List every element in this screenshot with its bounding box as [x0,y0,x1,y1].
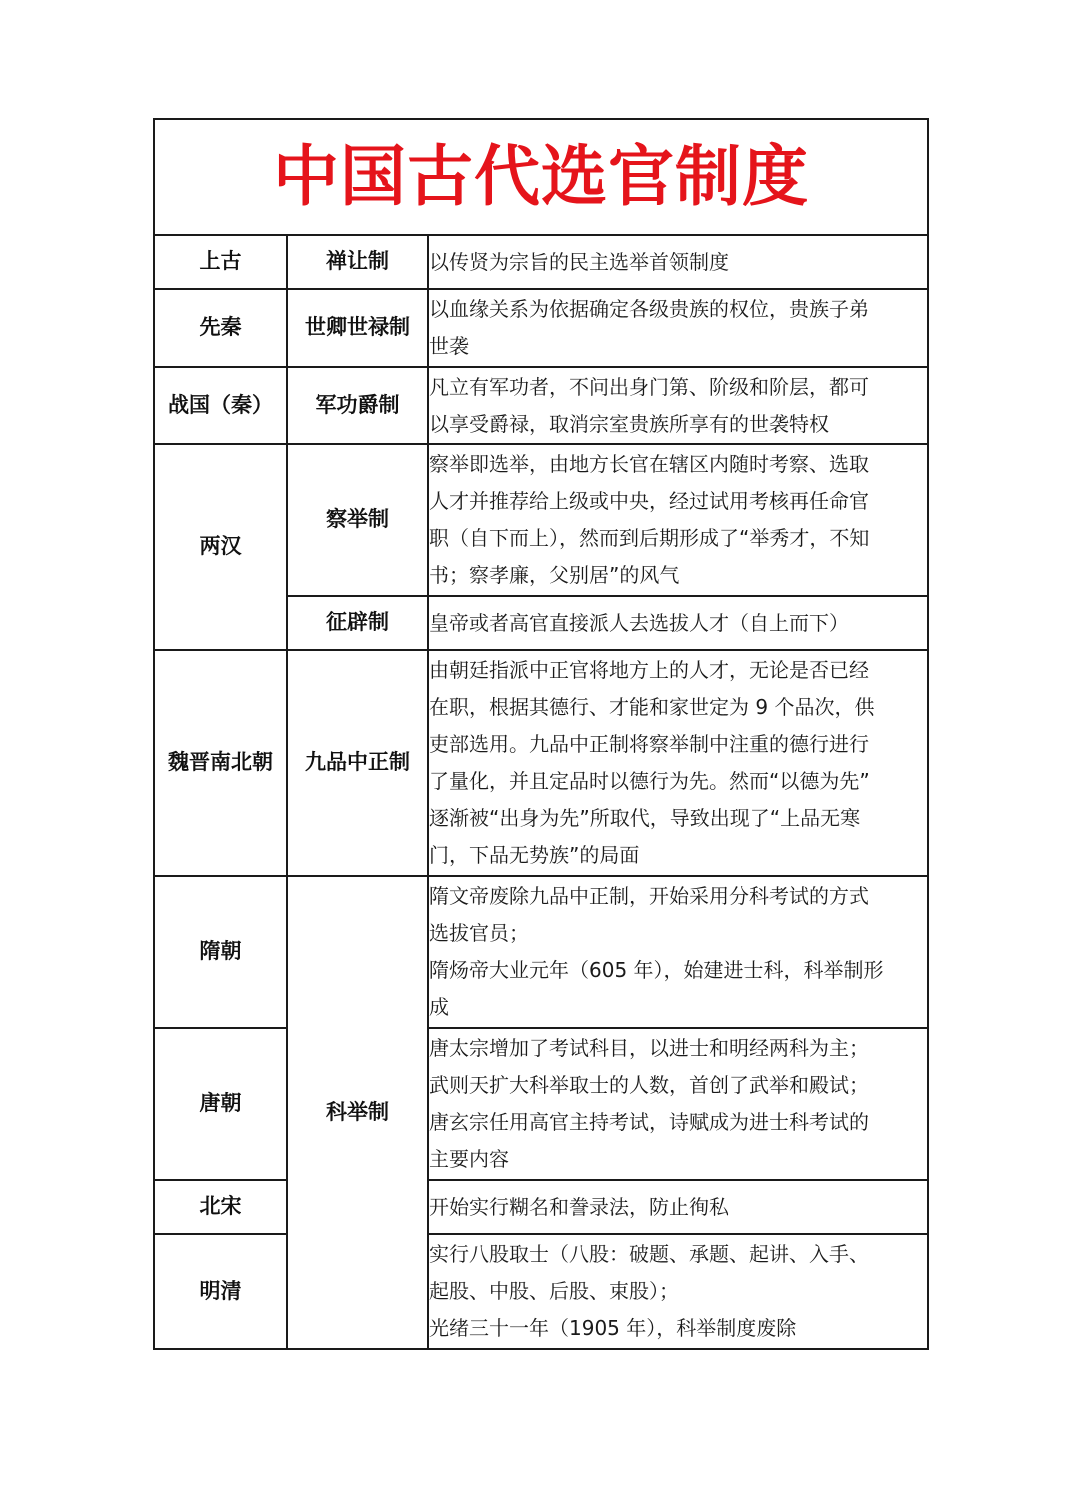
description-line: 隋文帝废除九品中正制，开始采用分科考试的方式 [429,884,869,908]
era-cell: 隋朝 [154,876,287,1028]
system-cell: 世卿世禄制 [287,289,428,367]
description-line: 以血缘关系为依据确定各级贵族的权位，贵族子弟 [429,297,869,321]
table-row [154,444,928,596]
description-cell [428,1028,928,1180]
table-row [154,1234,928,1349]
description-line: 开始实行糊名和誊录法，防止徇私 [429,1194,729,1219]
era-cell: 两汉 [154,444,287,650]
description-cell [428,650,928,876]
description-line: 主要内容 [429,1147,509,1171]
description-line: 以享受爵禄，取消宗室贵族所享有的世袭特权 [429,411,829,436]
description-cell [428,596,928,650]
title-cell [154,119,928,235]
page-title: 中国古代选官制度 [273,138,809,215]
description-line: 选拔官员； [429,921,529,945]
system-cell: 征辟制 [287,596,428,650]
table-row [154,650,928,876]
description-line: 光绪三十一年（1905 年），科举制度废除 [429,1316,797,1340]
era-cell: 战国（秦） [154,367,287,444]
description-line: 察举即选举，由地方长官在辖区内随时考察、选取 [429,452,869,476]
table-row [154,1180,928,1234]
system-cell: 军功爵制 [287,367,428,444]
selection-system-table [153,118,929,1350]
description-cell [428,444,928,596]
description-line: 在职，根据其德行、才能和家世定为 9 个品次，供 [429,695,875,719]
description-line: 以传贤为宗旨的民主选举首领制度 [429,249,729,274]
table-row [154,289,928,367]
description-line: 门，下品无势族”的局面 [429,843,640,867]
system-cell: 禅让制 [287,235,428,289]
description-line: 凡立有军功者，不问出身门第、阶级和阶层，都可 [429,374,869,399]
description-line: 由朝廷指派中正官将地方上的人才，无论是否已经 [429,658,869,682]
era-cell: 先秦 [154,289,287,367]
description-line: 实行八股取士（八股：破题、承题、起讲、入手、 [429,1242,869,1266]
table-row [154,876,928,1028]
description-line: 了量化，并且定品时以德行为先。然而“以德为先” [429,769,870,793]
description-line: 唐太宗增加了考试科目，以进士和明经两科为主； [429,1036,869,1060]
document [153,118,927,1350]
description-cell [428,876,928,1028]
table-row [154,1028,928,1180]
era-cell: 上古 [154,235,287,289]
description-cell [428,1180,928,1234]
description-line: 职（自下而上），然而到后期形成了“举秀才，不知 [429,526,870,550]
description-cell [428,235,928,289]
description-line: 成 [429,995,449,1019]
description-line: 逐渐被“出身为先”所取代，导致出现了“上品无寒 [429,806,861,830]
table-row [154,367,928,444]
era-cell: 唐朝 [154,1028,287,1180]
description-line: 吏部选用。九品中正制将察举制中注重的德行进行 [429,732,869,756]
description-line: 隋炀帝大业元年（605 年），始建进士科，科举制形 [429,958,884,982]
description-line: 起股、中股、后股、束股）； [429,1279,679,1303]
description-line: 武则天扩大科举取士的人数，首创了武举和殿试； [429,1073,869,1097]
description-cell [428,289,928,367]
description-line: 唐玄宗任用高官主持考试，诗赋成为进士科考试的 [429,1110,869,1134]
description-cell [428,367,928,444]
era-cell: 北宋 [154,1180,287,1234]
description-line: 书；察孝廉，父别居”的风气 [429,563,680,587]
era-cell: 明清 [154,1234,287,1349]
era-cell: 魏晋南北朝 [154,650,287,876]
table-row [154,235,928,289]
description-line: 人才并推荐给上级或中央，经过试用考核再任命官 [429,489,869,513]
system-cell: 九品中正制 [287,650,428,876]
description-line: 世袭 [429,334,469,358]
description-line: 皇帝或者高官直接派人去选拔人才（自上而下） [429,610,849,635]
system-cell: 科举制 [287,876,428,1349]
system-cell: 察举制 [287,444,428,596]
description-cell [428,1234,928,1349]
